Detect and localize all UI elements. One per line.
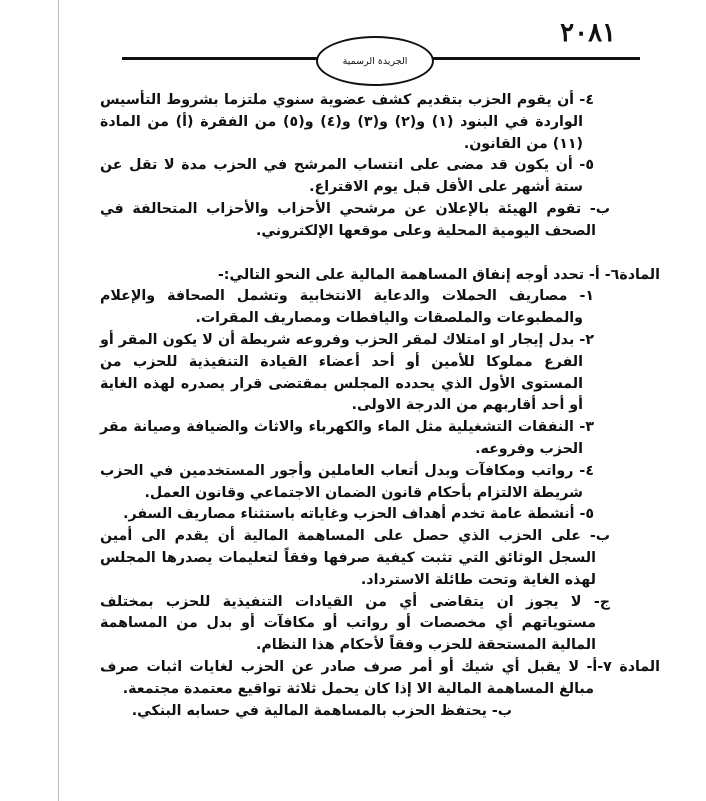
page-number: ٢٠٨١ bbox=[560, 18, 616, 48]
article-6-item-3: ٣- النفقات التشغيلية مثل الماء والكهرباء والاثاث والضيافة وصيانة مقر الحزب وفروعه. bbox=[100, 419, 594, 457]
article-6-item-2: ٢- بدل إيجار او امتلاك لمقر الحزب وفروعه شريطة أن لا يكون المقر أو الفرع مملوكا للأمين أو أحد أعضاء القيادة التنفيذية للحزب من المستوى الأول الذي يحدده المجلس بمقتضى قرار يصدره لهذه الغاية أو أحد أقاربهم من الدرجة الاولى. bbox=[100, 331, 594, 414]
clause-item-4: ٤- أن يقوم الحزب بتقديم كشف عضوية سنوي ملتزما بشروط التأسيس الواردة في البنود (١) و(٢) و(٣) و(٤) و(٥) من الفقرة (أ) من المادة (١١) من القانون. bbox=[100, 92, 594, 152]
article-6-clause-b: ب- على الحزب الذي حصل على المساهمة المالية أن يقدم الى أمين السجل الوثائق التي تثبت كيفية صرفها وفقاً لتعليمات يصدرها المجلس لهذه الغاية وتحت طائلة الاسترداد. bbox=[100, 528, 610, 588]
article-6-item-5: ٥- أنشطة عامة تخدم أهداف الحزب وغاياته باستثناء مصاريف السفر. bbox=[123, 506, 594, 523]
article-7-clause-a: المادة ٧-أ- لا يقبل أي شيك أو أمر صرف صادر عن الحزب لغايات اثبات صرف مبالغ المساهمة المالية الا إذا كان يحمل ثلاثة تواقيع معتمدة مجتمعة. bbox=[100, 658, 661, 697]
article-6-item-4: ٤- رواتب ومكافآت وبدل أتعاب العاملين وأجور المستخدمين في الحزب شريطة الالتزام بأحكام قانون الضمان الاجتماعي وقانون العمل. bbox=[100, 462, 594, 501]
document-body bbox=[100, 90, 661, 722]
gazette-title-emblem bbox=[316, 36, 434, 86]
gazette-title: الجريدة الرسمية bbox=[342, 55, 408, 67]
article-6-clause-c: ج- لا يجوز ان يتقاضى أي من القيادات التنفيذية للحزب بمختلف مستوياتهم أي مخصصات أو رواتب أو مكافآت أو بدل من المساهمة المالية المستحقة للحزب وفقاً لأحكام هذا النظام. bbox=[100, 593, 610, 654]
clause-item-5: ٥- أن يكون قد مضى على انتساب المرشح في الحزب مدة لا تقل عن ستة أشهر على الأقل قبل يوم الاقتراع. bbox=[100, 157, 594, 196]
article-6-item-1: ١- مصاريف الحملات والدعاية الانتخابية وتشمل الصحافة والإعلام والمطبوعات والملصقات واليافطات ومصاريف المقرات. bbox=[100, 288, 594, 327]
clause-b: ب- تقوم الهيئة بالإعلان عن مرشحي الأحزاب والأحزاب المتحالفة في الصحف اليومية المحلية وعلى موقعها الإلكتروني. bbox=[100, 200, 610, 239]
article-7-clause-b: ب- يحتفظ الحزب بالمساهمة المالية في حسابه البنكي. bbox=[131, 702, 512, 719]
article-6-heading: المادة٦- أ- تحدد أوجه إنفاق المساهمة المالية على النحو التالي:- bbox=[217, 266, 660, 283]
spacer bbox=[100, 243, 610, 265]
page-left-border bbox=[58, 0, 59, 801]
